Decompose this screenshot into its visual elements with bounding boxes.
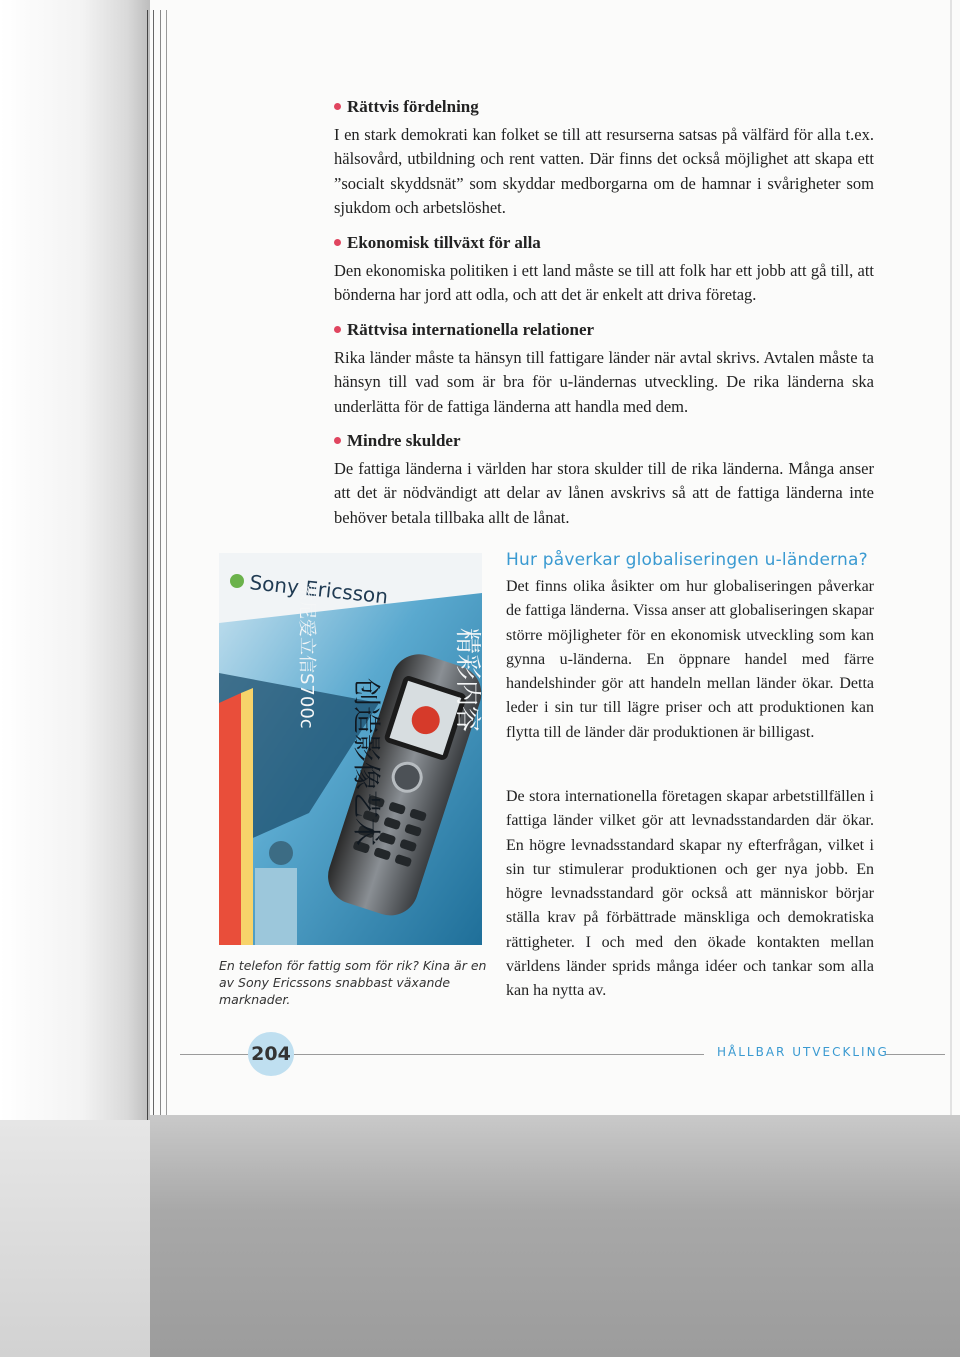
scan-shadow-bottom bbox=[150, 1115, 960, 1357]
section-body: Rika länder måste ta hänsyn till fattigare länder när avtal skrivs. Avtalen måste ta hänsyn till vad som är bra för u-ländernas utveckling. De rika länderna ska underlätta för de fattiga länderna att handla med dem. bbox=[334, 348, 874, 416]
bullet-icon bbox=[334, 437, 341, 444]
scan-shadow-bottom-left bbox=[0, 1120, 150, 1357]
chinese-heading-text: 精彩内容 bbox=[452, 628, 482, 733]
page-edge bbox=[950, 0, 952, 1115]
section-internationella-relationer bbox=[334, 320, 874, 419]
subheading: Hur påverkar globaliseringen u-länderna? bbox=[506, 550, 868, 570]
page-stack-line bbox=[160, 10, 161, 1120]
bullet-icon bbox=[334, 326, 341, 333]
section-body: I en stark demokrati kan folket se till att resurserna satsas på välfärd för alla t.ex. hälsovård, utbildning och rent vatten. Där finns det också möjlighet att skapa ett ”socialt skyddsnät” som skyddar medborgarna om de hamnar i svårigheter som sjukdom och arbetslöshet. bbox=[334, 125, 874, 217]
brand-text: Sony Ericsson bbox=[248, 570, 390, 609]
section-heading-text: Rättvisa internationella relationer bbox=[347, 320, 595, 339]
section-rattvis-fordelning bbox=[334, 97, 874, 220]
section-ekonomisk-tillvaxt bbox=[334, 233, 874, 308]
page-stack-line bbox=[153, 10, 154, 1120]
phone-advertisement-photo bbox=[219, 553, 482, 945]
text-column-paragraph-2 bbox=[506, 785, 874, 1004]
section-heading-text: Mindre skulder bbox=[347, 431, 461, 450]
column-paragraph: De stora internationella företagen skapar arbetstillfällen i fattiga länder vilket gör att levnadsstandarden där ökar. En högre levnadsstandard skapar ny efterfrågan, vilket i sin tur stimulerar produktionen och ger nya jobb. En högre levnadsstandard gör också att människor börjar ställa krav på förbättrade mänskliga och demokratiska rättigheter. I och med den ökade kontakten mellan världens länder sprids många idéer och tankar som alla kan ha nytta av. bbox=[506, 788, 874, 1000]
page-stack-line bbox=[166, 10, 167, 1120]
section-mindre-skulder bbox=[334, 431, 874, 530]
section-body: De fattiga länderna i världen har stora skulder till de rika länderna. Många anser att det är nödvändigt att delar av lånen avskrivs så att de fattiga länderna inte behöver betala tillbaka allt de lånat. bbox=[334, 459, 874, 527]
model-text: 索尼爱立信S700c bbox=[296, 583, 317, 729]
footer-rule-middle bbox=[294, 1054, 704, 1055]
phone-ad-illustration bbox=[219, 553, 482, 945]
section-body: Den ekonomiska politiken i ett land måste se till att folk har ett jobb att gå till, att bönderna har jord att odla, och att det är enkelt att driva företag. bbox=[334, 261, 874, 305]
photo-caption: En telefon för fattig som för rik? Kina är en av Sony Ericssons snabbast växande marknader. bbox=[219, 958, 487, 1007]
section-heading-text: Ekonomisk tillväxt för alla bbox=[347, 233, 541, 252]
section-heading-text: Rättvis fördelning bbox=[347, 97, 479, 116]
section-heading bbox=[334, 431, 874, 451]
footer-rule-right bbox=[885, 1054, 945, 1055]
footer-rule-left bbox=[180, 1054, 250, 1055]
bullet-icon bbox=[334, 239, 341, 246]
chinese-slogan-text: 创造影像艺术 bbox=[350, 678, 383, 847]
page-stack-line bbox=[147, 10, 148, 1120]
section-heading bbox=[334, 233, 874, 253]
section-heading bbox=[334, 320, 874, 340]
column-paragraph: Det finns olika åsikter om hur globaliseringen påverkar de fattiga länderna. Vissa anser att globaliseringen skapar större möjligheter för en ekonomisk utveckling som kan gynna u-länderna. En öppnare handel med färre handelshinder gör att handeln mellan länder ökar. Detta leder i sin tur till lägre priser och att produktionen kan flytta till de länder där produktionen är billigast. bbox=[506, 578, 874, 741]
bullet-icon bbox=[334, 103, 341, 110]
page-number: 204 bbox=[248, 1032, 294, 1076]
text-column-paragraph-1 bbox=[506, 575, 874, 745]
section-heading bbox=[334, 97, 874, 117]
running-head: HÅLLBAR UTVECKLING bbox=[717, 1045, 889, 1059]
